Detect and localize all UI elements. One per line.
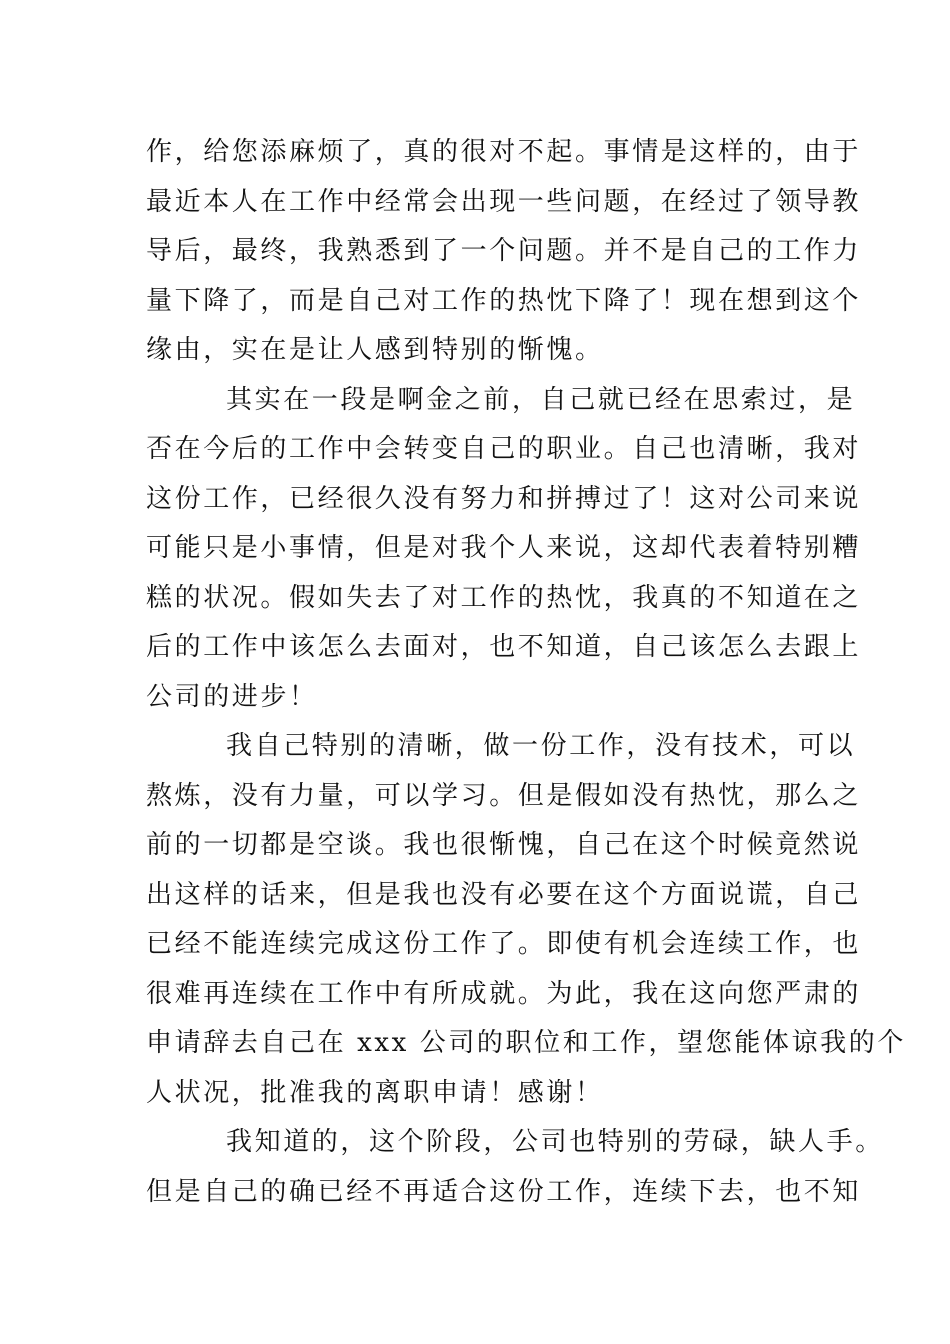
text-line: 公司的进步！ xyxy=(146,681,318,712)
text-line: 出这样的话来，但是我也没有必要在这个方面说谎，自己 xyxy=(146,879,862,910)
text-line: 很难再连续在工作中有所成就。为此，我在这向您严肃的 xyxy=(146,978,862,1009)
text-line: 但是自己的确已经不再适合这份工作，连续下去，也不知 xyxy=(146,1176,862,1207)
text-line: 糕的状况。假如失去了对工作的热忱，我真的不知道在之 xyxy=(146,582,862,613)
text-line: 其实在一段是啊金之前，自己就已经在思索过，是 xyxy=(226,384,856,415)
text-line: 最近本人在工作中经常会出现一些问题，在经过了领导教 xyxy=(146,186,862,217)
text-line: 前的一切都是空谈。我也很惭愧，自己在这个时候竟然说 xyxy=(146,830,862,860)
text-line: 导后，最终，我熟悉到了一个问题。并不是自己的工作力 xyxy=(146,236,862,266)
text-line: 我自己特别的清晰，做一份工作，没有技术，可以 xyxy=(226,731,856,761)
text-line: 熬炼，没有力量，可以学习。但是假如没有热忱，那么之 xyxy=(146,780,862,811)
text-line: 否在今后的工作中会转变自己的职业。自己也清晰，我对 xyxy=(146,434,862,464)
text-line: 量下降了，而是自己对工作的热忱下降了！现在想到这个 xyxy=(146,285,862,316)
text-line: 人状况，批准我的离职申请！感谢！ xyxy=(146,1077,604,1108)
text-line: 我知道的，这个阶段，公司也特别的劳碌，缺人手。 xyxy=(226,1127,884,1157)
text-line: 缘由，实在是让人感到特别的惭愧。 xyxy=(146,335,604,365)
text-line: 后的工作中该怎么去面对，也不知道，自己该怎么去跟上 xyxy=(146,632,862,662)
text-line: 这份工作，已经很久没有努力和拼搏过了！这对公司来说 xyxy=(146,483,862,514)
text-line: 已经不能连续完成这份工作了。即使有机会连续工作，也 xyxy=(146,929,862,959)
text-line: 作，给您添麻烦了，真的很对不起。事情是这样的，由于 xyxy=(146,137,862,167)
document-body xyxy=(146,128,906,1217)
text-line: 可能只是小事情，但是对我个人来说，这却代表着特别糟 xyxy=(146,533,862,563)
text-line: 申请辞去自己在 xxx 公司的职位和工作，望您能体谅我的个 xyxy=(146,1028,906,1058)
